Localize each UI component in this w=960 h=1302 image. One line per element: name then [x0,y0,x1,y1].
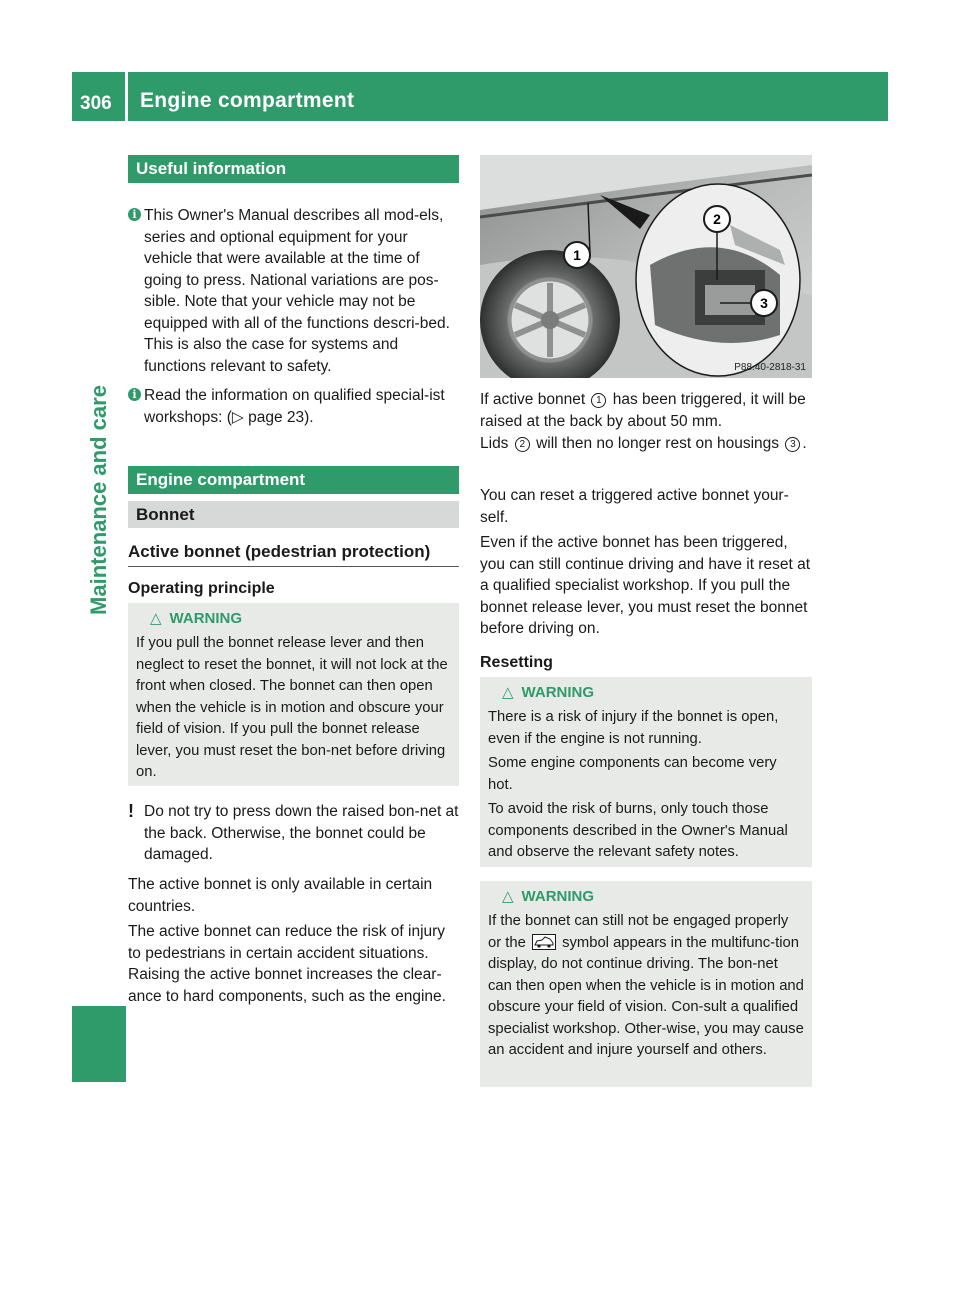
warning-box-engage [480,881,812,1087]
callout-1 [564,242,590,268]
header-title: Engine compartment [140,89,355,112]
warning-header [150,609,451,627]
warning-triangle-icon: △ [150,610,162,627]
page-number: 306 [80,93,112,114]
exclamation-icon: ! [128,801,134,821]
lids-paragraph [480,433,812,455]
callout-3 [751,290,777,316]
warning-text: If you pull the bonnet release lever and then neglect to reset the bonnet, it will not lock at the front when closed. The bonnet can then open when the vehicle is in motion and obscure your field of vision. If you pull the bonnet release lever, you must reset the bon-net before driving on. [136,635,448,780]
callout-2-inline: 2 [515,437,530,452]
trigger-text-a: If active bonnet [480,391,586,408]
callout-1-inline: 1 [591,393,606,408]
note-workshops [128,385,459,428]
figure-code: P88.40-2818-31 [734,362,806,373]
warning-box-burns [480,677,812,867]
svg-text:2: 2 [713,211,721,227]
lids-text-c: . [802,435,807,452]
warning-hot-text: Some engine components can become very hot. [488,755,777,793]
benefit-paragraph: The active bonnet can reduce the risk of injury to pedestrians in certain accident situations. Raising the active bonnet increases the clear-ance to hard components, such as the engine. [128,923,446,1005]
bonnet-illustration [480,155,812,378]
caution-text: Do not try to press down the raised bon-net at the back. Otherwise, the bonnet could be damaged. [144,803,459,863]
warning-risk-text: There is a risk of injury if the bonnet is open, even if the engine is not running. [488,709,779,747]
warning-text [488,707,804,864]
resetting-heading: Resetting [480,654,553,671]
svg-text:3: 3 [760,295,768,311]
reset-yourself-paragraph: You can reset a triggered active bonnet your-self. [480,487,789,526]
availability-paragraph: The active bonnet is only available in certain countries. [128,876,433,915]
warning-label: WARNING [521,887,595,905]
warning-header [502,887,804,905]
caution-note [128,801,459,866]
svg-text:1: 1 [573,247,581,263]
engine-section-title: Engine compartment [128,466,459,494]
continue-driving-paragraph: Even if the active bonnet has been triggered, you can still continue driving and have it reset at a qualified specialist workshop. If you pull the bonnet release lever, you must reset the bonnet before driving on. [480,534,810,637]
warning-engage-text-b: symbol appears in the multifunc-tion display, do not continue driving. The bon-net can then open when the vehicle is in motion and obscure your field of vision. Con-sult a qualified specialist workshop. Other-wise, you may cause an accident and injure yourself and others. [488,934,804,1058]
warning-engage-text-a: If the bonnet can still not be engaged properly or the [488,913,789,951]
chapter-side-tab [72,1006,126,1082]
note-owners-manual [128,205,459,377]
active-bonnet-heading: Active bonnet (pedestrian protection) [128,542,431,561]
header-divider [125,72,128,121]
info-icon: i [128,208,141,221]
lids-text-a: Lids [480,435,509,452]
lids-text-b: will then no longer rest on housings [536,435,780,452]
warning-text [488,911,804,1062]
car-front-illustration [480,155,812,378]
warning-touch-text: To avoid the risk of burns, only touch those components described in the Owner's Manual and observe the relevant safety notes. [488,801,788,860]
info-icon: i [128,388,141,401]
warning-label: WARNING [169,609,243,627]
warning-header [502,683,804,701]
note-owners-manual-text: This Owner's Manual describes all mod-els, series and optional equipment for your vehicle that were available at the time of going to press. National variations are pos-sible. Note that your vehicle may not be equipped with all of the functions descri-bed. This is also the case for systems and functions relevant to safety. [144,207,450,375]
chapter-side-label: Maintenance and care [86,385,111,615]
note-workshops-text: Read the information on qualified special-ist workshops: (▷ page 23). [144,387,445,426]
callout-2 [704,206,730,232]
bonnet-section-title: Bonnet [128,501,459,528]
trigger-text-b: has been triggered, it will be raised at the back by about 50 mm. [480,391,806,430]
warning-triangle-icon: △ [502,684,514,701]
warning-label: WARNING [521,683,595,701]
operating-principle-heading: Operating principle [128,580,275,597]
car-bonnet-open-icon [532,934,556,950]
warning-box-release-lever [128,603,459,786]
heading-rule [128,566,459,567]
trigger-paragraph [480,389,812,432]
warning-triangle-icon: △ [502,888,514,905]
callout-3-inline: 3 [785,437,800,452]
useful-info-title: Useful information [128,155,459,183]
